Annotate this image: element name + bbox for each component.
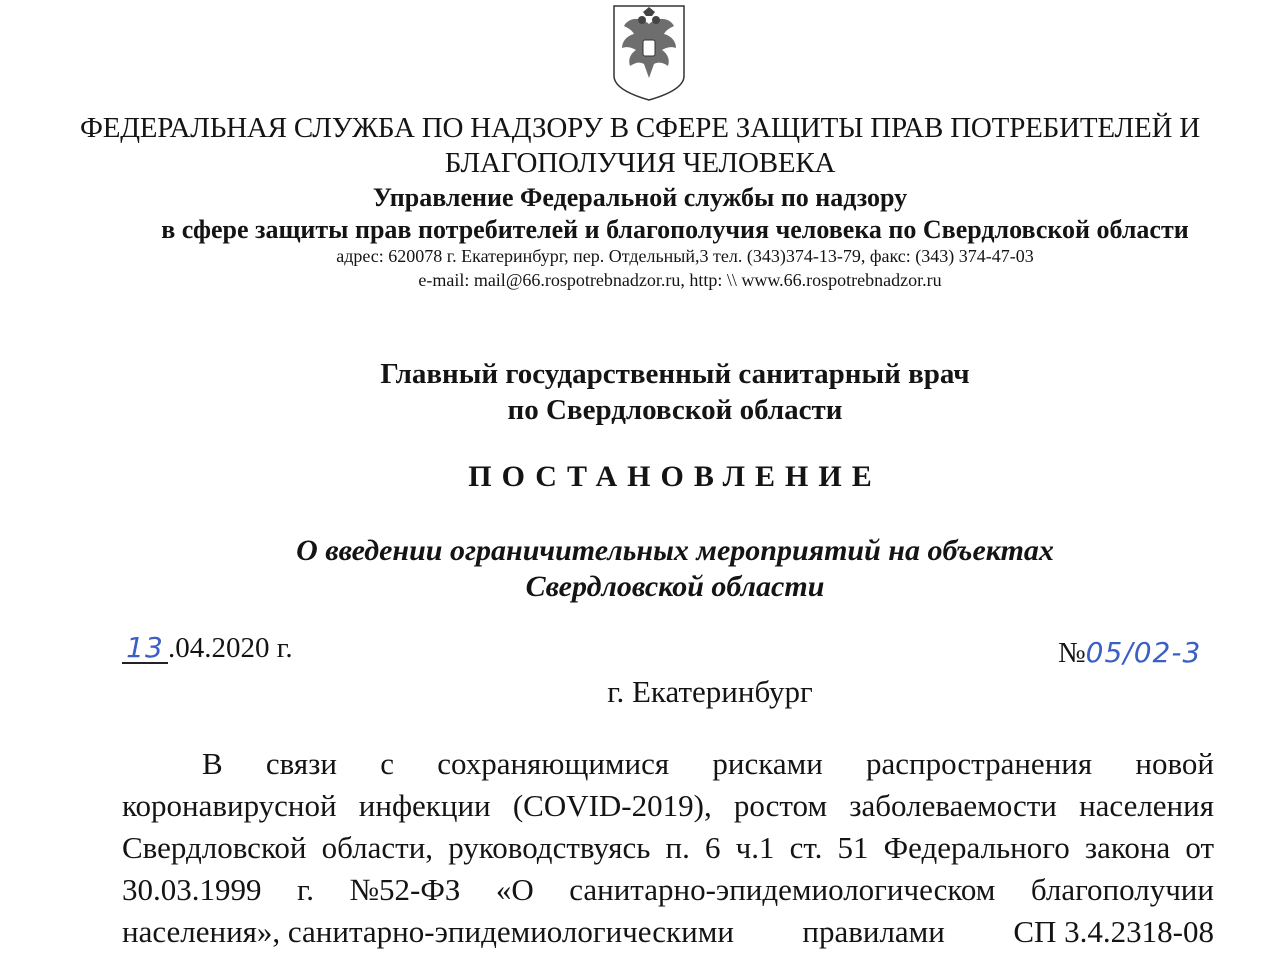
body-word: сохраняющимися [437,746,670,781]
body-line5 [122,914,1214,950]
body-word: 30.03.1999 [122,872,262,907]
body-word: В [202,746,223,781]
contacts-line: e-mail: mail@66.rospotrebnadzor.ru, http: \\ www.66.rospotrebnadzor.ru [418,270,942,290]
number-handwritten: 05/02-3 [1085,636,1202,669]
body-word: «О [495,872,534,907]
official-title-line2: по Свердловской области [507,394,843,426]
department-line2: в сфере защиты прав потребителей и благополучия человека по Свердловской области [161,215,1189,244]
body-line2: коронавирусной инфекции (COVID-2019), ростом заболеваемости населения [122,788,1214,823]
decree-heading: ПОСТАНОВЛЕНИЕ [468,460,882,493]
body-word: санитарно-эпидемиологическом [569,872,996,907]
coat-of-arms-emblem-icon [610,4,688,102]
body-word: населения», санитарно-эпидемиологическими [122,914,734,949]
agency-name-line1: ФЕДЕРАЛЬНАЯ СЛУЖБА ПО НАДЗОРУ В СФЕРЕ ЗАЩИТЫ ПРАВ ПОТРЕБИТЕЛЕЙ И [79,112,1200,144]
body-line1 [122,746,1214,782]
address-line: адрес: 620078 г. Екатеринбург, пер. Отдельный,3 тел. (343)374-13-79, факс: (343) 374-47-03 [336,246,1034,266]
subject-line1: О введении ограничительных мероприятий на объектах [296,534,1054,567]
date-day-handwritten: 13 [122,634,168,664]
subject-line2: Свердловской области [525,570,825,603]
body-word: правилами [802,914,945,949]
body-word: связи [265,746,337,781]
body-word: рисками [712,746,823,781]
body-line3: Свердловской области, руководствуясь п. 6 ч.1 ст. 51 Федерального закона от [122,830,1214,865]
body-word: благополучии [1030,872,1214,907]
decree-number [1058,636,1201,670]
body-word: с [380,746,394,781]
body-word: СП 3.4.2318-08 [1013,914,1214,949]
department-line1: Управление Федеральной службы по надзору [372,183,908,212]
body-word: г. [296,872,314,907]
number-prefix: № [1058,637,1086,669]
date-rest: .04.2020 г. [168,632,293,664]
body-word: распространения [866,746,1093,781]
agency-name-line2: БЛАГОПОЛУЧИЯ ЧЕЛОВЕКА [444,147,836,179]
official-title-line1: Главный государственный санитарный врач [380,358,970,390]
city: г. Екатеринбург [607,674,813,709]
body-word: новой [1135,746,1214,781]
decree-date [122,632,293,665]
body-word: №52-ФЗ [349,872,461,907]
body-line4 [122,872,1214,908]
